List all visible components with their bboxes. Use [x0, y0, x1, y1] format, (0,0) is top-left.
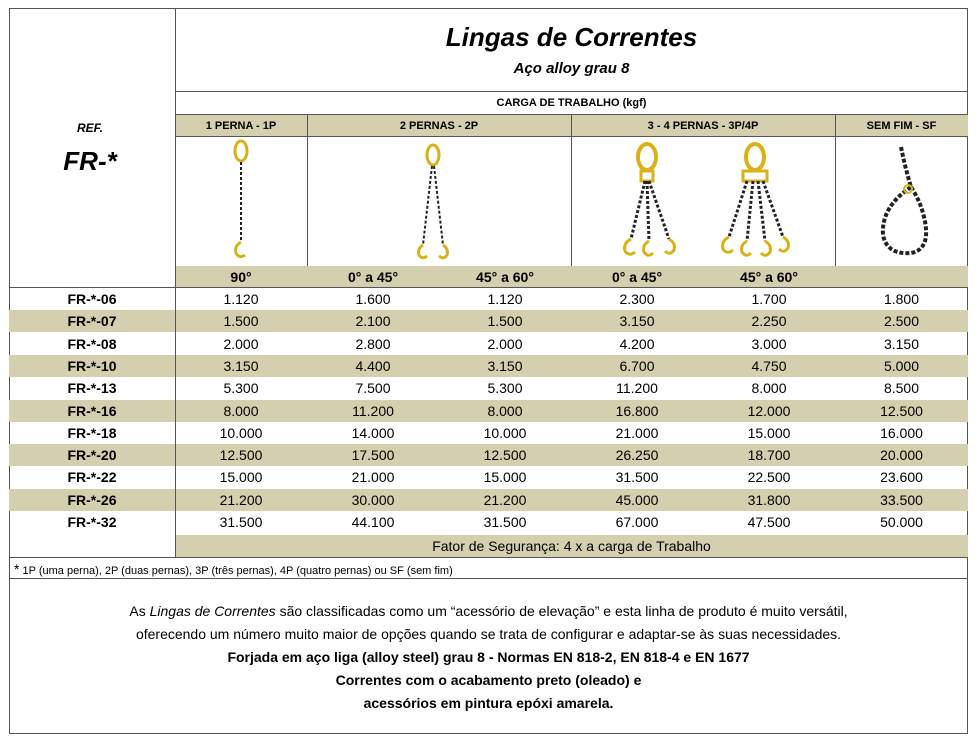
- row-value: 31.500: [615, 469, 659, 486]
- footnote: [14, 561, 964, 577]
- row-value: 1.120: [223, 291, 259, 307]
- row-value: 33.500: [880, 491, 923, 508]
- single-leg-chain-sling-icon: [175, 137, 307, 265]
- row-ref: FR-*-07: [67, 313, 117, 330]
- row-value: 5.300: [487, 380, 523, 397]
- row-value: 3.150: [619, 313, 655, 330]
- row-value: 16.000: [880, 424, 923, 441]
- row-value: 8.500: [883, 380, 920, 397]
- table-row: [9, 310, 968, 332]
- footnote-star: *: [14, 561, 20, 577]
- two-leg-chain-sling-icon: [307, 137, 571, 265]
- row-value: 44.100: [351, 514, 395, 530]
- table-row: [9, 288, 968, 310]
- row-value: 5.300: [223, 380, 259, 397]
- angle-2p-high: 45° a 60°: [476, 268, 534, 285]
- row-value: 14.000: [351, 424, 395, 441]
- row-value: 1.700: [751, 291, 787, 307]
- description-line-2: oferecendo um número muito maior de opções quando se trata de configurar e adaptar-se às suas necessidades.: [135, 626, 842, 642]
- row-value: 6.700: [619, 357, 655, 374]
- row-value: 2.000: [487, 335, 523, 352]
- row-value: 26.250: [615, 447, 659, 464]
- table-row: [9, 400, 968, 422]
- row-value: 50.000: [880, 514, 923, 530]
- angle-3p-high: 45° a 60°: [740, 268, 798, 285]
- row-value: 67.000: [615, 514, 659, 530]
- row-value: 12.500: [880, 402, 923, 419]
- row-value: 1.500: [223, 313, 259, 330]
- row-ref: FR-*-20: [67, 447, 117, 464]
- endless-chain-sling-icon: [835, 137, 968, 265]
- row-value: 30.000: [351, 491, 395, 508]
- angle-1p: 90°: [230, 268, 252, 285]
- description-line-3: Forjada em aço liga (alloy steel) grau 8 - Normas EN 818-2, EN 818-4 e EN 1677: [227, 649, 750, 665]
- table-row: [9, 466, 968, 488]
- row-ref: FR-*-18: [67, 424, 117, 441]
- row-value: 12.000: [747, 402, 791, 419]
- row-value: 4.400: [355, 357, 391, 374]
- row-value: 2.800: [355, 335, 391, 352]
- desc-1-em: Lingas de Correntes: [149, 603, 276, 619]
- group-header-1p: 1 PERNA - 1P: [205, 119, 277, 132]
- ref-label: REF.: [76, 121, 103, 135]
- desc-1-pre: As: [129, 603, 146, 619]
- table-row: [9, 511, 968, 533]
- row-value: 23.600: [880, 469, 923, 486]
- row-value: 8.000: [487, 402, 523, 419]
- grid-line: [571, 114, 572, 266]
- page-subtitle: Aço alloy grau 8: [513, 60, 630, 77]
- row-value: 2.000: [223, 335, 259, 352]
- group-header-sf: SEM FIM - SF: [866, 119, 937, 132]
- row-value: 15.000: [747, 424, 791, 441]
- page-title: Lingas de Correntes: [445, 22, 698, 52]
- description-line-1: [9, 600, 968, 622]
- row-value: 4.200: [619, 335, 655, 352]
- row-value: 31.800: [747, 491, 791, 508]
- row-value: 21.000: [351, 469, 395, 486]
- row-value: 8.000: [223, 402, 259, 419]
- row-ref: FR-*-22: [67, 469, 117, 486]
- description-line-5: acessórios em pintura epóxi amarela.: [363, 695, 614, 711]
- row-value: 31.500: [483, 514, 527, 530]
- desc-1-post: são classificadas como um “acessório de elevação” e esta linha de produto é muito versátil,: [279, 603, 848, 619]
- row-value: 3.150: [487, 357, 523, 374]
- row-value: 15.000: [483, 469, 527, 486]
- row-value: 2.100: [355, 313, 391, 330]
- description-line-4: Correntes com o acabamento preto (oleado) e: [335, 672, 642, 688]
- row-value: 11.200: [352, 402, 394, 419]
- angle-3p-low: 0° a 45°: [611, 268, 663, 285]
- row-value: 8.000: [751, 380, 787, 397]
- group-header-3p4p: 3 - 4 PERNAS - 3P/4P: [647, 119, 759, 132]
- row-value: 5.000: [883, 357, 920, 374]
- row-value: 2.300: [619, 291, 655, 307]
- row-ref: FR-*-06: [67, 291, 117, 307]
- table-row: [9, 422, 968, 444]
- row-value: 11.200: [616, 380, 658, 397]
- grid-line: [307, 114, 308, 266]
- grid-line: [835, 114, 836, 266]
- row-value: 21.200: [219, 491, 263, 508]
- row-value: 1.600: [355, 291, 391, 307]
- angle-sf: [835, 266, 968, 287]
- row-value: 47.500: [747, 514, 791, 530]
- row-ref: FR-*-08: [67, 335, 117, 352]
- row-value: 10.000: [483, 424, 527, 441]
- table-row: [9, 355, 968, 377]
- row-value: 1.500: [487, 313, 523, 330]
- carga-label: CARGA DE TRABALHO (kgf): [496, 97, 647, 109]
- row-ref: FR-*-13: [67, 380, 117, 397]
- row-value: 31.500: [219, 514, 263, 530]
- safety-factor: Fator de Segurança: 4 x a carga de Trabalho: [175, 535, 968, 557]
- angle-2p-low: 0° a 45°: [347, 268, 399, 285]
- footnote-text: 1P (uma perna), 2P (duas pernas), 3P (três pernas), 4P (quatro pernas) ou SF (sem fim): [22, 565, 453, 577]
- grid-line: [9, 287, 968, 288]
- table-row: [9, 333, 968, 355]
- row-value: 3.150: [883, 335, 920, 352]
- row-value: 7.500: [355, 380, 391, 397]
- row-value: 2.250: [751, 313, 787, 330]
- grid-line: [9, 578, 968, 579]
- row-value: 2.500: [883, 313, 920, 330]
- row-value: 4.750: [751, 357, 787, 374]
- row-ref: FR-*-32: [67, 514, 117, 530]
- four-leg-chain-sling-icon: [703, 137, 835, 265]
- three-leg-chain-sling-icon: [571, 137, 703, 265]
- row-value: 15.000: [219, 469, 263, 486]
- row-value: 21.000: [615, 424, 659, 441]
- row-value: 1.120: [487, 291, 523, 307]
- row-value: 18.700: [747, 447, 791, 464]
- row-value: 1.800: [883, 291, 920, 307]
- row-value: 21.200: [483, 491, 527, 508]
- row-value: 12.500: [219, 447, 263, 464]
- row-value: 17.500: [351, 447, 395, 464]
- ref-code: FR-*: [63, 146, 117, 176]
- row-value: 10.000: [219, 424, 263, 441]
- row-value: 3.150: [223, 357, 259, 374]
- row-ref: FR-*-16: [67, 402, 117, 419]
- group-header-2p: 2 PERNAS - 2P: [399, 119, 479, 132]
- row-value: 20.000: [880, 447, 923, 464]
- row-value: 16.800: [615, 402, 659, 419]
- row-value: 22.500: [747, 469, 791, 486]
- row-value: 3.000: [751, 335, 787, 352]
- table-row: [9, 377, 968, 399]
- row-ref: FR-*-10: [67, 357, 117, 374]
- row-value: 12.500: [483, 447, 527, 464]
- row-ref: FR-*-26: [67, 491, 117, 508]
- table-row: [9, 444, 968, 466]
- grid-line: [9, 557, 968, 558]
- grid-line: [175, 91, 968, 92]
- table-row: [9, 489, 968, 511]
- row-value: 45.000: [615, 491, 659, 508]
